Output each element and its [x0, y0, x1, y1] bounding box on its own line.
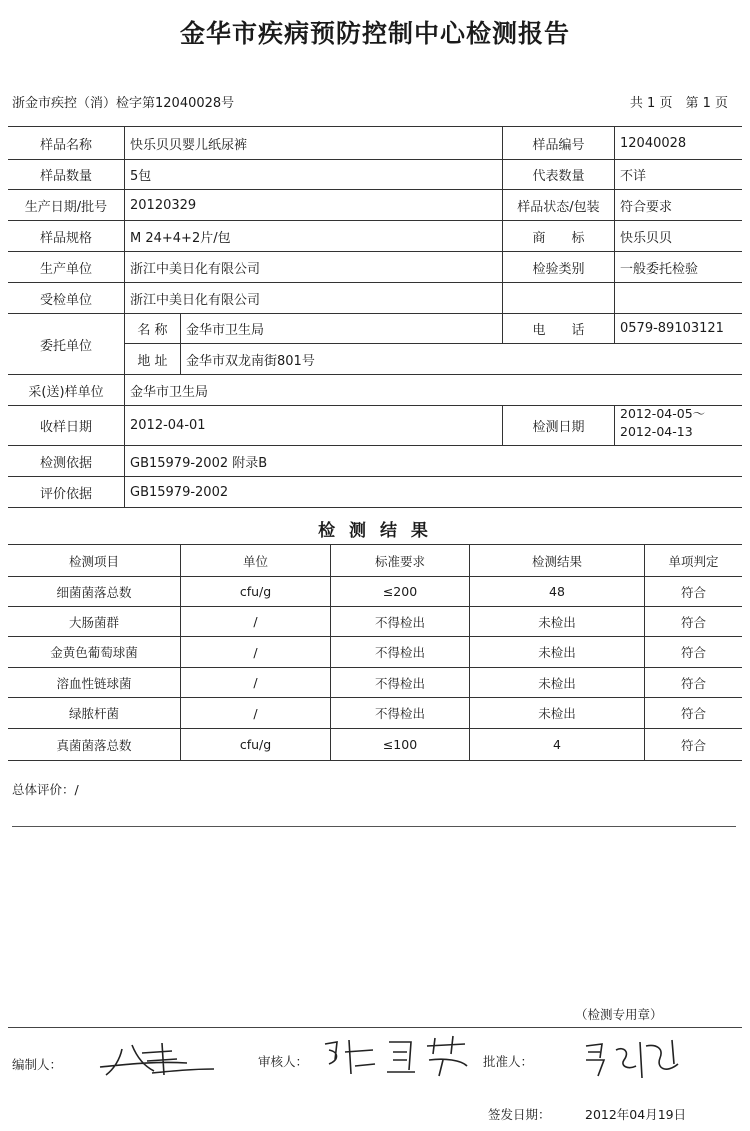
results-header-result: 检测结果: [531, 553, 582, 569]
spec-label: 样品规格: [39, 230, 92, 246]
result-unit: cfu/g: [239, 737, 272, 752]
state-value: 符合要求: [620, 199, 673, 215]
basis-label: 检测依据: [39, 455, 92, 471]
signature-separator: [8, 1027, 742, 1028]
result-value: 48: [549, 584, 565, 599]
results-title: 检 测 结 果: [318, 521, 432, 541]
result-item: 细菌菌落总数: [56, 584, 132, 600]
result-verdict: 符合: [680, 584, 706, 600]
inspect-type-value: 一般委托检验: [620, 261, 699, 277]
result-unit: /: [253, 644, 258, 660]
result-value: 未检出: [538, 675, 576, 691]
test-date-start: 2012-04-05～: [620, 406, 706, 421]
client-address-label: 地 址: [137, 353, 168, 369]
represent-value: 不详: [620, 169, 647, 184]
issue-date-value: 2012年04月19日: [585, 1107, 687, 1122]
inspect-type-label: 检验类别: [532, 261, 585, 277]
document-number: 浙金市疾控（消）检字第12040028号: [12, 96, 235, 111]
results-header-verdict: 单项判定: [668, 553, 719, 569]
col-divider: [614, 405, 615, 445]
result-verdict: 符合: [680, 614, 706, 630]
result-standard: ≤100: [382, 737, 418, 752]
phone-label: 电 话: [532, 323, 585, 338]
results-bottom-border: [8, 760, 742, 761]
sample-name-value: 快乐贝贝婴儿纸尿裤: [130, 137, 248, 153]
brand-label: 商 标: [532, 230, 585, 246]
result-item: 绿脓杆菌: [68, 706, 119, 721]
result-unit: cfu/g: [239, 584, 272, 599]
result-unit: /: [253, 614, 258, 629]
sample-no-label: 样品编号: [532, 137, 585, 153]
result-standard: 不得检出: [374, 645, 425, 660]
test-date-label: 检测日期: [532, 420, 585, 435]
summary-underline: [12, 826, 736, 827]
result-verdict: 符合: [680, 675, 706, 691]
result-verdict: 符合: [680, 737, 706, 753]
approver-label: 批准人：: [483, 1054, 534, 1069]
result-value: 未检出: [538, 614, 576, 630]
client-name-label: 名 称: [137, 323, 168, 338]
approver-signature: [580, 1034, 690, 1088]
results-header-unit: 单位: [242, 553, 268, 569]
sample-name-label: 样品名称: [39, 137, 92, 153]
phone-value: 0579-89103121: [620, 321, 724, 336]
result-value: 4: [553, 737, 561, 752]
result-verdict: 符合: [680, 706, 706, 721]
quantity-label: 样品数量: [39, 169, 92, 184]
result-standard: 不得检出: [374, 675, 425, 691]
result-standard: 不得检出: [374, 614, 425, 630]
spec-value: M 24+4+2片/包: [130, 230, 231, 246]
client-label: 委托单位: [39, 338, 92, 354]
result-standard: 不得检出: [374, 706, 425, 721]
client-address-value: 金华市双龙南街801号: [186, 353, 315, 369]
eval-basis-label: 评价依据: [39, 486, 92, 502]
sender-label: 采(送)样单位: [28, 384, 104, 400]
issue-date-label: 签发日期：: [488, 1107, 551, 1122]
receive-date-label: 收样日期: [39, 420, 92, 435]
quantity-value: 5包: [130, 169, 152, 184]
report-title: 金华市疾病预防控制中心检测报告: [179, 19, 570, 48]
eval-basis-value: GB15979-2002: [130, 484, 229, 500]
producer-value: 浙江中美日化有限公司: [130, 261, 261, 277]
sender-value: 金华市卫生局: [130, 384, 209, 400]
batch-label: 生产日期/批号: [24, 199, 108, 215]
result-standard: ≤200: [382, 584, 418, 599]
result-unit: /: [253, 675, 258, 690]
represent-label: 代表数量: [532, 169, 585, 184]
col-divider: [614, 313, 615, 343]
summary-evaluation: 总体评价：/: [12, 782, 79, 797]
sample-no-value: 12040028: [620, 135, 687, 151]
brand-value: 快乐贝贝: [620, 230, 673, 246]
col-divider: [180, 313, 181, 374]
result-value: 未检出: [538, 645, 576, 660]
reviewer-label: 审核人：: [258, 1054, 309, 1069]
basis-value: GB15979-2002 附录B: [130, 455, 268, 471]
table-bottom-border: [8, 507, 742, 508]
inspected-label: 受检单位: [39, 292, 92, 308]
state-label: 样品状态/包装: [517, 199, 600, 215]
result-item: 金黄色葡萄球菌: [50, 645, 138, 660]
results-header-item: 检测项目: [68, 553, 119, 569]
client-name-value: 金华市卫生局: [186, 323, 265, 338]
result-item: 溶血性链球菌: [56, 675, 132, 691]
result-item: 真菌菌落总数: [56, 737, 132, 753]
reviewer-signature: [315, 1030, 475, 1084]
batch-value: 20120329: [130, 197, 197, 213]
result-unit: /: [253, 705, 258, 721]
producer-label: 生产单位: [39, 261, 92, 277]
test-date-end: 2012-04-13: [620, 424, 693, 439]
receive-date-value: 2012-04-01: [130, 418, 206, 433]
stamp-note: （检测专用章）: [575, 1007, 663, 1022]
editor-label: 编制人：: [12, 1057, 63, 1072]
results-header-standard: 标准要求: [374, 553, 425, 569]
inspected-value: 浙江中美日化有限公司: [130, 292, 261, 308]
page-info: 共 1 页 第 1 页: [629, 96, 728, 111]
result-verdict: 符合: [680, 645, 706, 660]
test-date-value: [620, 405, 740, 441]
result-value: 未检出: [538, 706, 576, 721]
editor-signature: [92, 1035, 222, 1084]
result-item: 大肠菌群: [68, 614, 119, 630]
